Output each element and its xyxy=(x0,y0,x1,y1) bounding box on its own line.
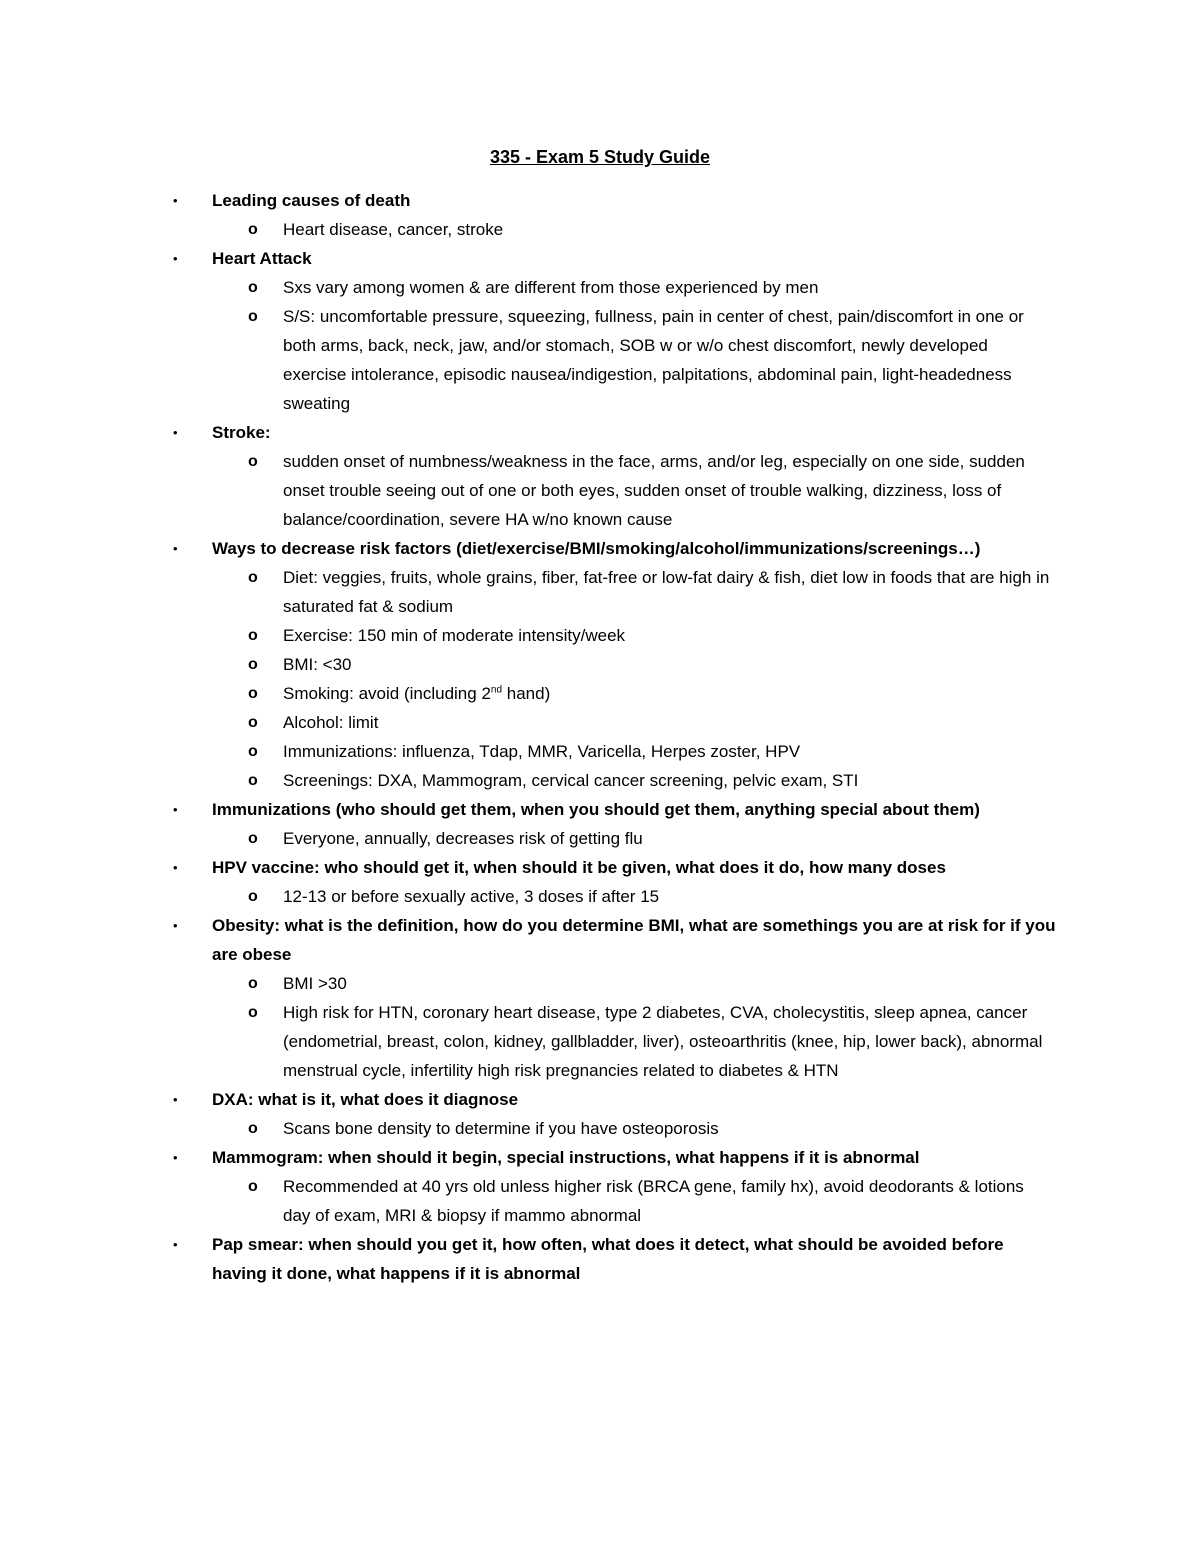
answer-item: o Exercise: 150 min of moderate intensity/week xyxy=(283,621,1053,650)
sub-bullet-icon: o xyxy=(248,830,258,847)
answer-list xyxy=(212,447,1062,534)
question-heading: • HPV vaccine: who should get it, when should it be given, what does it do, how many doses xyxy=(212,853,1062,882)
list-item xyxy=(0,1230,1062,1288)
sub-bullet-icon: o xyxy=(248,308,258,325)
sub-bullet-icon: o xyxy=(248,569,258,586)
answer-item: o Diet: veggies, fruits, whole grains, fiber, fat-free or low-fat dairy & fish, diet low in foods that are high in saturated fat & sodium xyxy=(283,563,1053,621)
answer-list xyxy=(212,1114,1062,1143)
bullet-icon: • xyxy=(173,918,178,933)
answer-list xyxy=(212,563,1062,795)
answer-item: o Screenings: DXA, Mammogram, cervical cancer screening, pelvic exam, STI xyxy=(283,766,1053,795)
sub-bullet-icon: o xyxy=(248,1004,258,1021)
bullet-icon: • xyxy=(173,425,178,440)
bullet-icon: • xyxy=(173,541,178,556)
sub-bullet-icon: o xyxy=(248,714,258,731)
answer-list xyxy=(212,215,1062,244)
answer-list xyxy=(212,1172,1062,1230)
question-heading: • Pap smear: when should you get it, how often, what does it detect, what should be avoided before having it done, what happens if it is abnormal xyxy=(212,1230,1062,1288)
list-item xyxy=(0,418,1062,534)
answer-list xyxy=(212,969,1062,1085)
answer-item: o 12-13 or before sexually active, 3 doses if after 15 xyxy=(283,882,1053,911)
sub-bullet-icon: o xyxy=(248,656,258,673)
bullet-icon: • xyxy=(173,251,178,266)
sub-bullet-icon: o xyxy=(248,772,258,789)
bullet-icon: • xyxy=(173,1092,178,1107)
sub-bullet-icon: o xyxy=(248,743,258,760)
sub-bullet-icon: o xyxy=(248,1178,258,1195)
answer-item: o Smoking: avoid (including 2nd hand) xyxy=(283,679,1053,708)
page-title: 335 - Exam 5 Study Guide xyxy=(489,147,711,167)
sub-bullet-icon: o xyxy=(248,279,258,296)
bullet-icon: • xyxy=(173,1237,178,1252)
bullet-icon: • xyxy=(173,802,178,817)
answer-item: o Scans bone density to determine if you have osteoporosis xyxy=(283,1114,1053,1143)
list-item xyxy=(0,244,1062,418)
answer-item: o Immunizations: influenza, Tdap, MMR, Varicella, Herpes zoster, HPV xyxy=(283,737,1053,766)
study-guide-content xyxy=(0,186,1200,1288)
answer-list xyxy=(212,273,1062,418)
list-item xyxy=(0,1143,1062,1230)
answer-item: o Everyone, annually, decreases risk of getting flu xyxy=(283,824,1053,853)
question-heading: • Immunizations (who should get them, when you should get them, anything special about them) xyxy=(212,795,1062,824)
answer-list xyxy=(212,824,1062,853)
list-item xyxy=(0,911,1062,1085)
question-heading: • Heart Attack xyxy=(212,244,1062,273)
answer-item: o High risk for HTN, coronary heart disease, type 2 diabetes, CVA, cholecystitis, sleep apnea, cancer (endometrial, breast, colon, kidney, gallbladder, liver), osteoarthritis (knee, hip, lower back), abnormal menstrual cycle, infertility high risk pregnancies related to diabetes & HTN xyxy=(283,998,1053,1085)
answer-item: o BMI >30 xyxy=(283,969,1053,998)
sub-bullet-icon: o xyxy=(248,975,258,992)
question-heading: • Stroke: xyxy=(212,418,1062,447)
list-item xyxy=(0,1085,1062,1143)
sub-bullet-icon: o xyxy=(248,1120,258,1137)
answer-item: o Sxs vary among women & are different from those experienced by men xyxy=(283,273,1053,302)
answer-item: o S/S: uncomfortable pressure, squeezing, fullness, pain in center of chest, pain/discomfort in one or both arms, back, neck, jaw, and/or stomach, SOB w or w/o chest discomfort, newly developed exercise intolerance, episodic nausea/indigestion, palpitations, abdominal pain, light-headedness sweating xyxy=(283,302,1053,418)
bullet-icon: • xyxy=(173,193,178,208)
question-heading: • DXA: what is it, what does it diagnose xyxy=(212,1085,1062,1114)
sub-bullet-icon: o xyxy=(248,888,258,905)
sub-bullet-icon: o xyxy=(248,685,258,702)
question-heading: • Mammogram: when should it begin, special instructions, what happens if it is abnormal xyxy=(212,1143,1062,1172)
bullet-icon: • xyxy=(173,1150,178,1165)
answer-item: o Alcohol: limit xyxy=(283,708,1053,737)
question-heading: • Leading causes of death xyxy=(212,186,1062,215)
question-list xyxy=(0,186,1200,1288)
question-heading: • Obesity: what is the definition, how do you determine BMI, what are somethings you are at risk for if you are obese xyxy=(212,911,1062,969)
bullet-icon: • xyxy=(173,860,178,875)
answer-list xyxy=(212,882,1062,911)
list-item xyxy=(0,534,1062,795)
answer-item: o Recommended at 40 yrs old unless higher risk (BRCA gene, family hx), avoid deodorants & lotions day of exam, MRI & biopsy if mammo abnormal xyxy=(283,1172,1053,1230)
list-item xyxy=(0,853,1062,911)
list-item xyxy=(0,186,1062,244)
list-item xyxy=(0,795,1062,853)
sub-bullet-icon: o xyxy=(248,453,258,470)
answer-item: o sudden onset of numbness/weakness in the face, arms, and/or leg, especially on one side, sudden onset trouble seeing out of one or both eyes, sudden onset of trouble walking, dizziness, loss of balance/coordination, severe HA w/no known cause xyxy=(283,447,1053,534)
question-heading: • Ways to decrease risk factors (diet/exercise/BMI/smoking/alcohol/immunizations/screenings…) xyxy=(212,534,1062,563)
answer-item: o Heart disease, cancer, stroke xyxy=(283,215,1053,244)
answer-item: o BMI: <30 xyxy=(283,650,1053,679)
sub-bullet-icon: o xyxy=(248,627,258,644)
sub-bullet-icon: o xyxy=(248,221,258,238)
